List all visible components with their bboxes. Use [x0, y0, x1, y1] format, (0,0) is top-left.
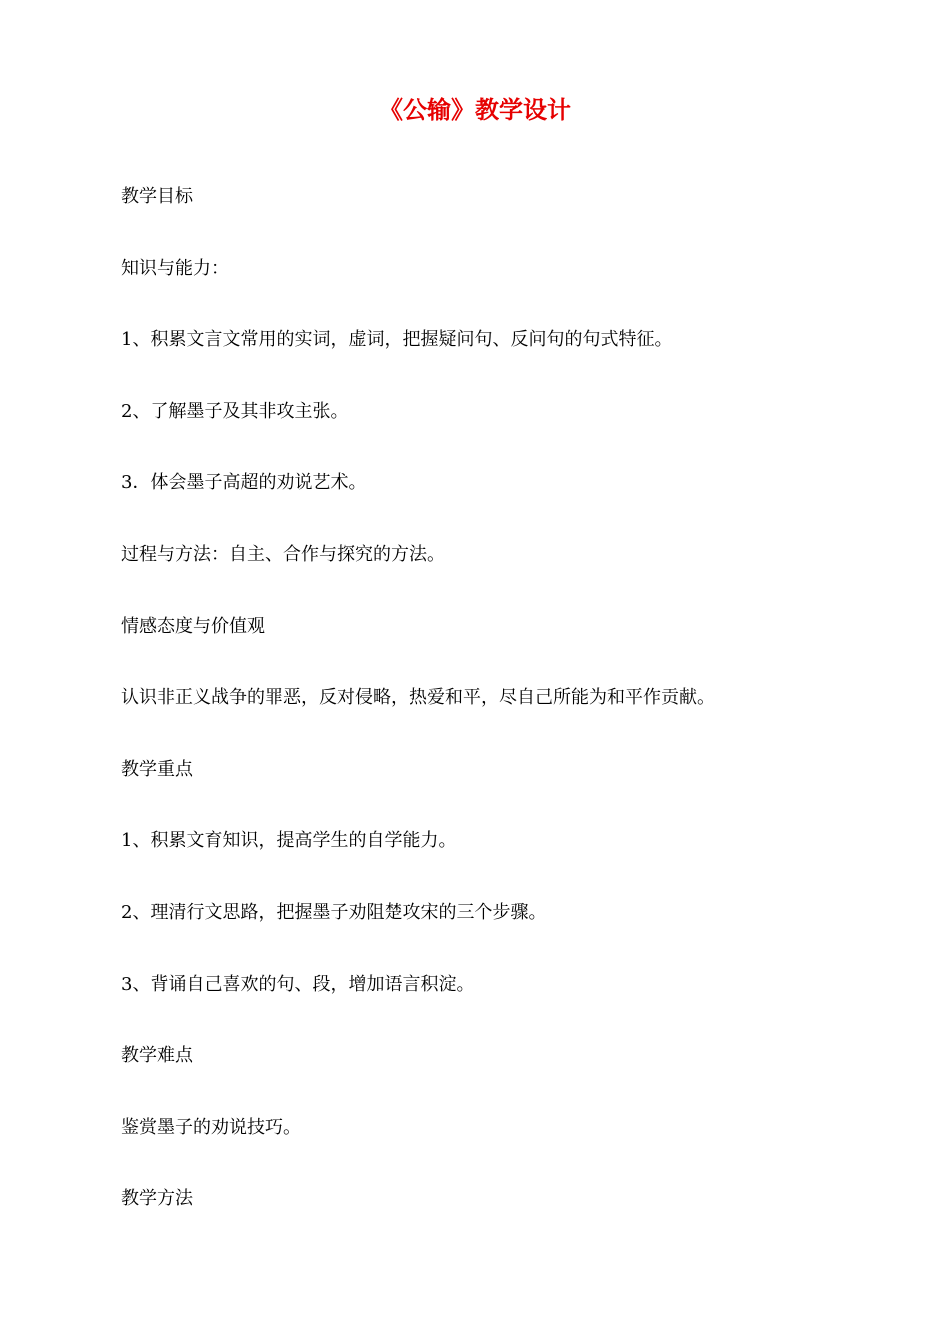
- document-body: [121, 184, 841, 1258]
- process-method-line: 过程与方法：自主、合作与探究的方法。: [121, 543, 445, 565]
- list-item: 1、积累文育知识，提高学生的自学能力。: [121, 830, 457, 852]
- section-heading-teaching-goals: 教学目标: [121, 186, 193, 207]
- list-item: 2、了解墨子及其非攻主张。: [121, 400, 349, 422]
- section-heading-key-points: 教学重点: [121, 758, 193, 780]
- section-heading-methods: 教学方法: [121, 1188, 193, 1210]
- document-title: 《公输》教学设计: [379, 95, 571, 124]
- list-item: 3、背诵自己喜欢的句、段，增加语言积淀。: [121, 973, 475, 995]
- section-heading-difficulties: 教学难点: [121, 1045, 193, 1067]
- subheading-knowledge-ability: 知识与能力：: [121, 257, 229, 279]
- list-item: 1、积累文言文常用的实词，虚词，把握疑问句、反问句的句式特征。: [121, 329, 673, 351]
- emotion-values-line: 认识非正义战争的罪恶，反对侵略，热爱和平，尽自己所能为和平作贡献。: [121, 687, 715, 709]
- subheading-emotion-values: 情感态度与价值观: [121, 615, 265, 637]
- difficulty-line: 鉴赏墨子的劝说技巧。: [121, 1116, 301, 1138]
- list-item: 2、理清行文思路，把握墨子劝阻楚攻宋的三个步骤。: [121, 901, 547, 923]
- list-item: 3．体会墨子高超的劝说艺术。: [121, 472, 367, 494]
